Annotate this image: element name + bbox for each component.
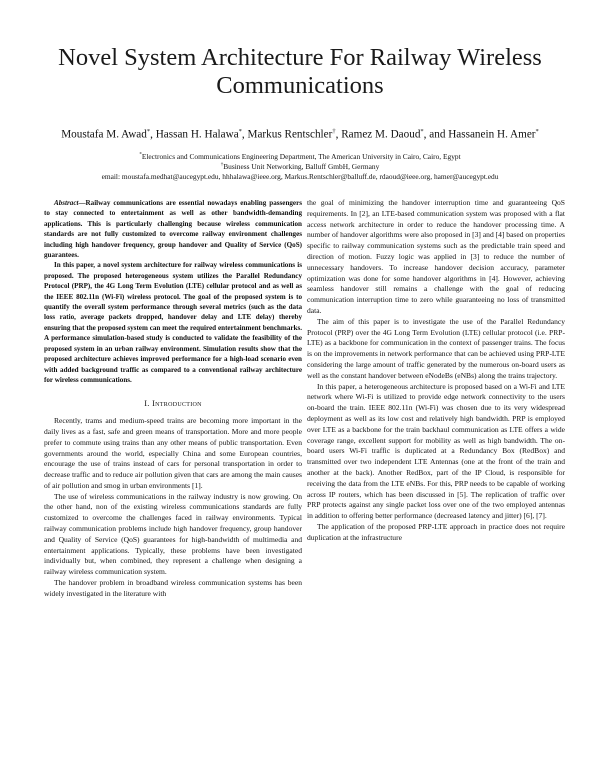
affiliation-text: Business Unit Networking, Balluff GmbH, Germany: [223, 162, 380, 171]
author-list: [20, 128, 580, 141]
author-affiliation-mark: *: [535, 128, 539, 135]
abstract-text: —Railway communications are essential nowadays enabling passengers to stay connected to entertainment as well as other bandwidth-demanding applications. This is particularly challenging because wireless communication standards are not fully customized to overcome railway environment challenges including high handover frequency, group handover and Quality of Service (QoS) guarantees.: [44, 199, 302, 260]
author-name: Ramez M. Daoud: [341, 128, 421, 141]
body-paragraph: The aim of this paper is to investigate the use of the Parallel Redundancy Protocol (PRP) over the 4G Long Term Evolution (LTE) cellular protocol (i.e. PRP-LTE) as a backbone for communication in the context of passenger trains. The focus is on the improvements in network performance that can be achieved using PRP-LTE considering the large amount of traffic generated by the numerous on-board users as well as the constant handover between eNodeBs (eNBs) along the trains trajectory.: [307, 316, 565, 380]
author-name: Hassan H. Halawa: [155, 128, 239, 141]
affiliation-text: Electronics and Communications Engineering Department, The American University in Cairo, Cairo, Egypt: [141, 152, 461, 161]
author-affiliation-mark: †: [332, 128, 336, 135]
author-separator: ,: [335, 128, 342, 141]
section-number: I.: [144, 399, 150, 409]
author-conjunction: , and: [423, 128, 449, 141]
affiliation-line: [20, 162, 580, 171]
section-heading: [44, 399, 302, 410]
author-affiliation-mark: *: [146, 128, 151, 135]
body-paragraph: The use of wireless communications in the railway industry is now growing. On the other hand, non of the existing wireless communications standards are fully customized to overcome the challenges faced in railway environments. Typical railway communication problems include high handover frequency, group handover and Quality of Service (QoS) guarantees for high-bandwidth of multimedia and entertainment applications. Typically, these problems have been investigated individually but, when combined, they represent a challenge when designing a railway wireless communication system.: [44, 491, 302, 577]
email-line: email: moustafa.medhat@aucegypt.edu, hhhalawa@ieee.org, Markus.Rentschler@balluff.de, rdaoud@ieee.org, hamer@aucegypt.edu: [101, 172, 499, 181]
paper-title-line-1: Novel System Architecture For Railway Wireless: [58, 44, 542, 71]
abstract-label: Abstract: [54, 199, 79, 207]
author-separator: ,: [241, 128, 248, 141]
body-paragraph: The application of the proposed PRP-LTE approach in practice does not require duplication at the infrastructure: [307, 521, 565, 542]
abstract-paragraph: [44, 198, 302, 260]
paper-title-line-2: Communications: [216, 72, 384, 99]
paper-title: [40, 44, 560, 100]
body-paragraph: In this paper, a heterogeneous architecture is proposed based on a Wi-Fi and LTE network where Wi-Fi is utilized to provide edge network connectivity to the users on-board the train. IEEE 802.11n (Wi-Fi) was chosen due to its very widespread deployment as well as its low cost and relatively high bandwidth. PRP is employed over LTE as a backbone for the train backhaul communication as LTE offers a wide coverage range, excellent support for mobility as well as high bandwidth. The on-board users Wi-Fi traffic is duplicated at a Redundancy Box (RedBox) and transmitted over two independent LTE Antennas (one at the front of the train and another at the back). Another RedBox, part of the IP Cloud, is responsible for receiving the data from the LTE eNBs. For this, PRP needs to be capable of working across IP routers, which has been discussed in [5]. The replication of traffic over PRP protects against any single packet loss over one of the two employed antennas in addition to offering better performance (decreased latency and jitter) [6], [7].: [307, 381, 565, 521]
author-name: Markus Rentschler: [247, 128, 333, 141]
author-affiliation-mark: *: [420, 128, 424, 135]
abstract: [44, 198, 302, 385]
author-name: Hassanein H. Amer: [448, 128, 536, 141]
body-paragraph: the goal of minimizing the handover interruption time and guaranteeing QoS requirements. In [2], an LTE-based communication system was proposed with a flat access network architecture in order to reduce the handover processing time. A number of handover algorithms were also proposed in [3] and [4] based on properties specific to railway communication systems such as the predictable train speed and direction of motion. Fuzzy logic was applied in [3] to reduce the number of unnecessary handovers. To increase handover decision accuracy, parameter optimization was done for some handover algorithms in [4]. However, achieving seamless handover still remains a challenge with the goal of reducing communication interruption time to zero while guaranteeing no loss of transmitted data.: [307, 198, 565, 315]
affiliation-mark: *: [139, 152, 142, 158]
author-separator: ,: [150, 128, 156, 141]
abstract-paragraph: In this paper, a novel system architecture for railway wireless communications is proposed. The proposed heterogeneous system utilizes the Parallel Redundancy Protocol (PRP), the 4G Long Term Evolution (LTE) cellular protocol and as well as the IEEE 802.11n (Wi-Fi) wireless protocol. The goal of the proposed system is to quantify the overall system performance through several metrics (such as the data loss ratio, average packets dropped, handover delay and LTE delay) thereby ensuring that the proposed system can meet the required entertainment benchmarks. A performance simulation-based study is conducted to validate the feasibility of the proposed system in an urban railway environment. Simulation results show that the proposed architecture achieves improved performance for a high-load scenario even with added background traffic as compared to a conventional railway architecture for wireless communications.: [44, 261, 302, 384]
affiliation-line: [20, 152, 580, 161]
affiliation-mark: †: [220, 162, 224, 168]
author-affiliation-mark: *: [238, 128, 242, 135]
author-name: Moustafa M. Awad: [61, 128, 147, 141]
body-paragraph: Recently, trams and medium-speed trains are becoming more important in the daily lives as a fast, safe and green means of transportation. More and more people prefer to commute using trains than any other means of public transportation. Even governments around the world, especially China and some European countries, encourage the use of trains instead of cars for personal transportation in order to decrease traffic and to reduce air pollution given that cars are among the main causes of air pollution and smog in urban environments [1].: [44, 416, 302, 490]
right-column: [307, 198, 565, 544]
left-column: [44, 198, 302, 600]
section-title: Introduction: [152, 399, 202, 409]
body-paragraph: The handover problem in broadband wireless communication systems has been widely investigated in the literature with: [44, 578, 302, 598]
